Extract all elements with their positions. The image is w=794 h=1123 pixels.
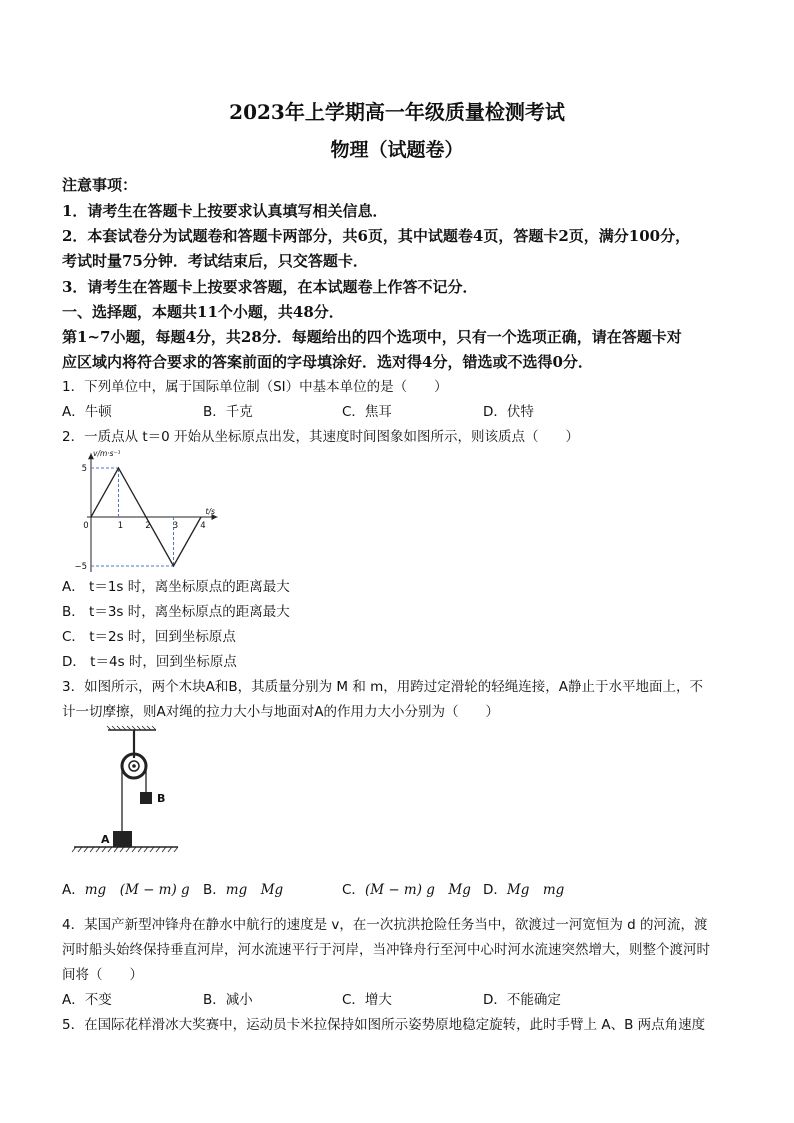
q4-stem-line-3: 间将（ ） — [62, 967, 143, 983]
q4-stem-line-1: 4．某国产新型冲锋舟在静水中航行的速度是 v，在一次抗洪抢险任务当中，欲渡过一河宽恒为 d 的河流，渡 — [62, 917, 708, 933]
velocity-time-chart — [62, 447, 237, 572]
x-tick-label: 3 — [172, 521, 179, 531]
q3-option-a: A．mg (M − m) g — [62, 882, 190, 898]
q3-option-b: B．mg Mg — [203, 882, 284, 898]
q4-option-d: D．不能确定 — [483, 992, 561, 1008]
q3-option-d: D．Mg mg — [483, 882, 565, 898]
section1-heading: 一、选择题，本题共11个小题，共48分． — [62, 303, 344, 321]
q1-option-a: A．牛顿 — [62, 404, 112, 420]
q2-option-b: B． t＝3s 时，离坐标原点的距离最大 — [62, 604, 290, 620]
notice-item-2: 2．本套试卷分为试题卷和答题卡两部分，共6页，其中试题卷4页，答题卡2页，满分100分， — [62, 227, 691, 245]
q1-option-b: B．千克 — [203, 404, 253, 420]
y-tick-label: −5 — [74, 562, 87, 572]
notice-heading: 注意事项： — [62, 176, 138, 194]
y-tick-label: 5 — [81, 464, 87, 474]
q4-option-c: C．增大 — [342, 992, 392, 1008]
section1-instruction-1: 第1~7小题，每题4分，共28分．每题给出的四个选项中，只有一个选项正确，请在答题卡对 — [62, 328, 682, 346]
y-axis-label: v/m·s⁻¹ — [93, 449, 121, 458]
x-tick-label: 0 — [83, 521, 89, 531]
q1-option-c: C．焦耳 — [342, 404, 392, 420]
block-b-label: B — [157, 792, 166, 805]
block-a-label: A — [101, 833, 110, 846]
q1-stem: 1．下列单位中，属于国际单位制（SI）中基本单位的是（ ） — [62, 379, 448, 395]
q4-option-a: A．不变 — [62, 992, 112, 1008]
q2-option-a: A． t＝1s 时，离坐标原点的距离最大 — [62, 579, 290, 595]
exam-title: 2023年上学期高一年级质量检测考试 — [229, 100, 565, 124]
pulley-figure — [70, 726, 182, 854]
q4-option-b: B．减小 — [203, 992, 253, 1008]
x-tick-label: 1 — [117, 521, 124, 531]
exam-subtitle: 物理（试题卷） — [330, 139, 464, 161]
q4-stem-line-2: 河时船头始终保持垂直河岸，河水流速平行于河岸，当冲锋舟行至河中心时河水流速突然增大，则整个渡河时 — [62, 942, 710, 958]
q2-option-c: C． t＝2s 时，回到坐标原点 — [62, 629, 236, 645]
x-axis-label: t/s — [205, 507, 215, 516]
q3-stem-line-2: 计一切摩擦，则A对绳的拉力大小与地面对A的作用力大小分别为（ ） — [62, 704, 499, 720]
x-tick-label: 2 — [145, 521, 151, 531]
notice-item-1: 1．请考生在答题卡上按要求认真填写相关信息． — [62, 202, 388, 220]
notice-item-2-cont: 考试时量75分钟．考试结束后，只交答题卡． — [62, 252, 368, 270]
q2-option-d: D． t＝4s 时，回到坐标原点 — [62, 654, 237, 670]
chart-axes — [87, 453, 218, 572]
q3-option-c: C．(M − m) g Mg — [342, 882, 471, 898]
x-tick-label: 4 — [200, 521, 206, 531]
notice-item-3: 3．请考生在答题卡上按要求答题，在本试题卷上作答不记分． — [62, 278, 478, 296]
section1-instruction-2: 应区域内将符合要求的答案前面的字母填涂好．选对得4分，错选或不选得0分． — [62, 353, 593, 371]
chart-labels — [74, 449, 214, 572]
q2-stem: 2．一质点从 t＝0 开始从坐标原点出发，其速度时间图象如图所示，则该质点（ ） — [62, 429, 580, 445]
q3-stem-line-1: 3．如图所示，两个木块A和B，其质量分别为 M 和 m，用跨过定滑轮的轻绳连接，A静止于水平地面上，不 — [62, 679, 703, 695]
q5-stem: 5．在国际花样滑冰大奖赛中，运动员卡米拉保持如图所示姿势原地稳定旋转，此时手臂上 A、B 两点角速度 — [62, 1017, 706, 1033]
q1-option-d: D．伏特 — [483, 404, 534, 420]
